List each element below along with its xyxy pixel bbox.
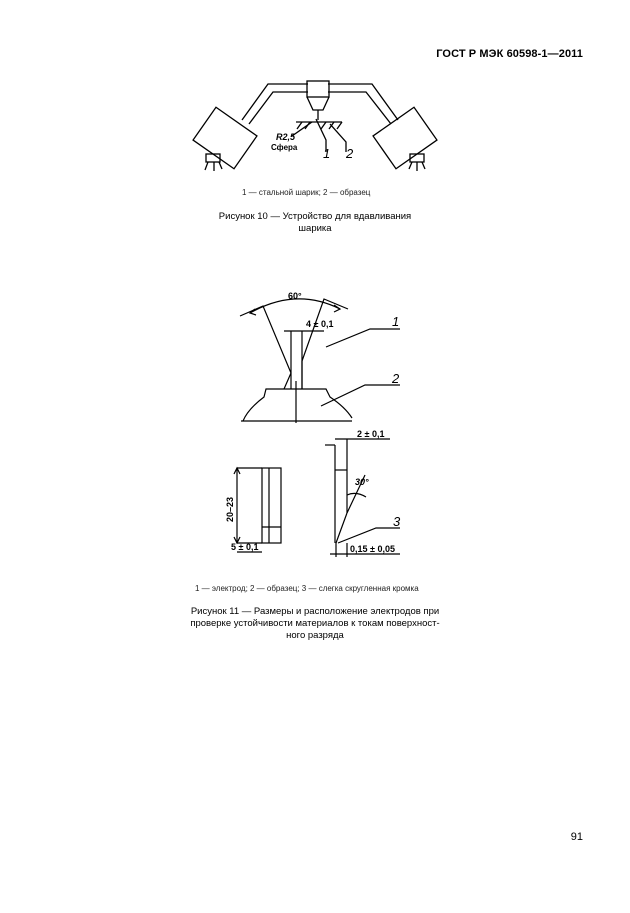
page-number: 91 — [570, 831, 583, 843]
figure-11-height-label: 20–23 — [225, 496, 235, 522]
figure-10-caption — [190, 211, 440, 235]
figure-10-caption-line-2: шарика — [298, 223, 332, 234]
figure-10-callout-2: 2 — [346, 146, 354, 161]
figure-10-sphere-label: Сфера — [271, 143, 298, 152]
figure-11-caption-line-1: Рисунок 11 — Размеры и расположение электродов при — [190, 606, 440, 617]
document-header: ГОСТ Р МЭК 60598-1—2011 — [436, 48, 583, 60]
figure-11-width-label: 5 ± 0,1 — [231, 542, 259, 552]
figure-11-tip-angle-label: 30° — [355, 477, 369, 487]
figure-10-radius-label: R2,5 — [276, 132, 296, 142]
figure-11-caption-line-2: проверке устойчивости материалов к токам поверхност- — [190, 618, 440, 629]
figure-11-callout-2: 2 — [392, 371, 400, 386]
figure-10-caption-line-1: Рисунок 10 — Устройство для вдавливания — [218, 211, 412, 222]
figure-11-angle-top: 60° — [288, 291, 302, 301]
figure-11-electrode-drawing — [0, 285, 630, 580]
figure-10-ball-press-drawing — [0, 70, 630, 185]
figure-11-edge-label: 0,15 ± 0,05 — [350, 544, 395, 554]
figure-11-legend: 1 — электрод; 2 — образец; 3 — слегка скругленная кромка — [195, 584, 419, 593]
figure-11-tip-width-label: 2 ± 0,1 — [357, 429, 385, 439]
figure-11-caption-line-3: ного разряда — [286, 630, 344, 641]
figure-11-callout-1: 1 — [392, 314, 400, 329]
figure-10-callout-1: 1 — [323, 146, 331, 161]
figure-11-callout-3: 3 — [393, 514, 401, 529]
figure-11-caption — [170, 606, 460, 642]
figure-10-legend: 1 — стальной шарик; 2 — образец — [242, 188, 371, 197]
figure-11-gap-label: 4 ± 0,1 — [306, 319, 334, 329]
